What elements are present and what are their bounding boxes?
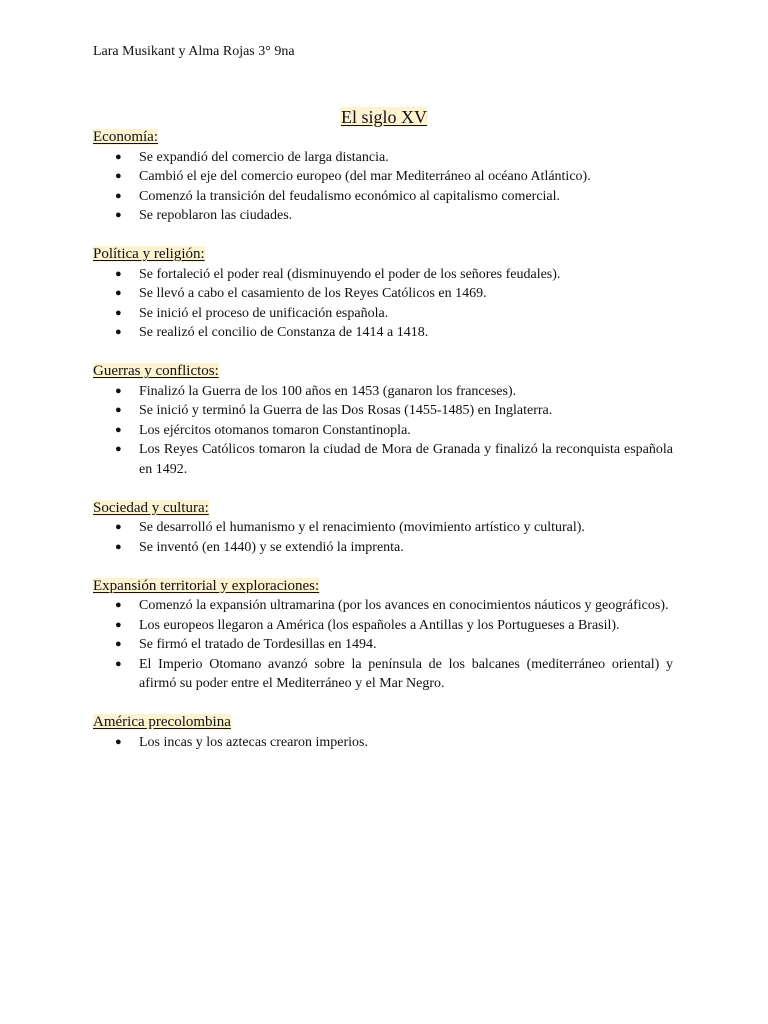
list-item-text: Los ejércitos otomanos tomaron Constantinopla. xyxy=(139,422,411,438)
list-item-text: Se fortaleció el poder real (disminuyendo el poder de los señores feudales). xyxy=(139,266,561,282)
section-heading-text: Economía: xyxy=(93,129,158,145)
bullet-icon: ● xyxy=(115,326,122,338)
list-item-text: Se desarrolló el humanismo y el renacimiento (movimiento artístico y cultural). xyxy=(139,520,585,535)
list-item xyxy=(93,733,673,753)
list-item xyxy=(93,148,673,168)
bullet-icon: ● xyxy=(115,599,122,611)
list-item xyxy=(93,401,673,421)
list-item xyxy=(93,382,673,402)
bullet-icon: ● xyxy=(115,735,122,748)
list-item xyxy=(93,440,673,479)
bullet-icon: ● xyxy=(115,267,122,280)
list-item-text: Comenzó la transición del feudalismo económico al capitalismo comercial. xyxy=(139,188,561,204)
list-item-text: Se realizó el concilio de Constanza de 1414 a 1418. xyxy=(139,325,429,340)
list-item-text: Se repoblaron las ciudades. xyxy=(139,208,293,223)
list-item xyxy=(93,265,673,285)
list-item xyxy=(93,187,673,207)
bullet-icon: ● xyxy=(115,189,122,202)
list-item xyxy=(93,284,673,304)
bullet-icon: ● xyxy=(115,287,122,299)
list-item-text: Comenzó la expansión ultramarina (por los avances en conocimientos náuticos y geográficos). xyxy=(139,598,669,613)
authors-line: Lara Musikant y Alma Rojas 3° 9na xyxy=(93,44,295,59)
bullet-list xyxy=(93,733,673,753)
bullet-icon: ● xyxy=(115,638,122,650)
section xyxy=(93,577,673,694)
bullet-icon: ● xyxy=(115,618,122,631)
list-item xyxy=(93,206,673,226)
bullet-list xyxy=(93,148,673,226)
bullet-icon: ● xyxy=(115,170,122,182)
document-body xyxy=(93,128,673,772)
list-item-text: Se llevó a cabo el casamiento de los Reyes Católicos en 1469. xyxy=(139,286,487,301)
list-item xyxy=(93,596,673,616)
list-item xyxy=(93,616,673,636)
list-item-text: Los Reyes Católicos tomaron la ciudad de Mora de Granada y finalizó la reconquista española en 1492. xyxy=(139,442,673,477)
section xyxy=(93,245,673,343)
section-heading xyxy=(93,245,673,265)
bullet-icon: ● xyxy=(115,209,122,221)
list-item xyxy=(93,655,673,694)
list-item xyxy=(93,421,673,441)
bullet-list xyxy=(93,596,673,694)
section xyxy=(93,713,673,752)
list-item-text: Se expandió del comercio de larga distancia. xyxy=(139,149,389,165)
list-item-text: Se inventó (en 1440) y se extendió la imprenta. xyxy=(139,539,404,555)
list-item-text: Finalizó la Guerra de los 100 años en 1453 (ganaron los franceses). xyxy=(139,383,517,399)
list-item-text: Se inició y terminó la Guerra de las Dos Rosas (1455-1485) en Inglaterra. xyxy=(139,403,553,418)
section-heading xyxy=(93,713,673,733)
bullet-icon: ● xyxy=(115,150,122,163)
section-heading-text: América precolombina xyxy=(93,714,231,730)
bullet-icon: ● xyxy=(115,540,122,553)
list-item-text: Cambió el eje del comercio europeo (del mar Mediterráneo al océano Atlántico). xyxy=(139,169,591,184)
section-heading xyxy=(93,128,673,148)
bullet-list xyxy=(93,518,673,557)
section-heading xyxy=(93,577,673,597)
section-heading xyxy=(93,362,673,382)
list-item xyxy=(93,635,673,655)
bullet-icon: ● xyxy=(115,521,122,533)
section-heading-text: Guerras y conflictos: xyxy=(93,363,219,379)
section-heading-text: Sociedad y cultura: xyxy=(93,499,209,516)
document-title xyxy=(0,106,768,128)
bullet-icon: ● xyxy=(115,404,122,416)
bullet-icon: ● xyxy=(115,384,122,397)
section-heading-text: Expansión territorial y exploraciones: xyxy=(93,577,320,594)
bullet-icon: ● xyxy=(115,423,122,436)
bullet-list xyxy=(93,382,673,480)
bullet-icon: ● xyxy=(115,657,122,670)
list-item xyxy=(93,304,673,324)
section-heading-text: Política y religión: xyxy=(93,246,205,262)
list-item-text: El Imperio Otomano avanzó sobre la península de los balcanes (mediterráneo oriental) y afirmó su poder entre el Mediterráneo y el Mar Negro. xyxy=(139,656,673,691)
bullet-icon: ● xyxy=(115,306,122,319)
section xyxy=(93,362,673,479)
list-item-text: Los incas y los aztecas crearon imperios. xyxy=(139,734,368,750)
section-heading xyxy=(93,499,673,519)
section xyxy=(93,128,673,226)
section xyxy=(93,499,673,558)
list-item-text: Se firmó el tratado de Tordesillas en 1494. xyxy=(139,637,377,652)
bullet-list xyxy=(93,265,673,343)
list-item xyxy=(93,538,673,558)
list-item xyxy=(93,518,673,538)
list-item xyxy=(93,323,673,343)
document-title-text: El siglo XV xyxy=(340,107,427,127)
list-item-text: Los europeos llegaron a América (los españoles a Antillas y los Portugueses a Brasil). xyxy=(139,617,620,633)
bullet-icon: ● xyxy=(115,443,122,455)
list-item-text: Se inició el proceso de unificación española. xyxy=(139,305,389,321)
list-item xyxy=(93,167,673,187)
